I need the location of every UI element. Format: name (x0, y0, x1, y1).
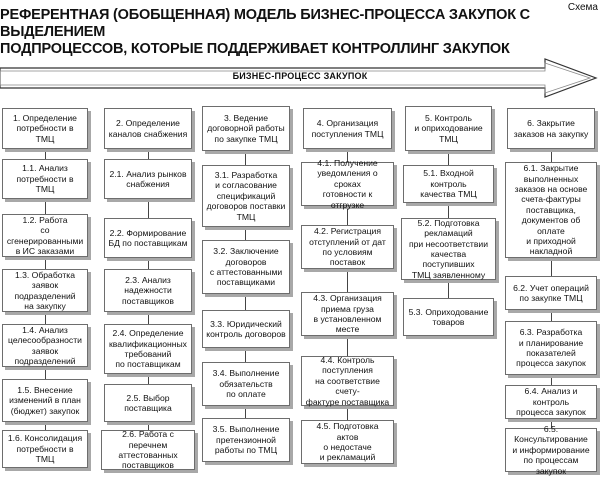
step-box-6-5: 6.5. Консультирование и информирование по процессам закупок (505, 428, 597, 472)
step-box-6-1: 6.1. Закрытие выполненных заказов на основе счета-фактуры поставщика, документов об оплате и приходной накладной (505, 162, 597, 258)
step-box-6-4: 6.4. Анализ и контроль процесса закупок (505, 385, 597, 419)
step-box-1-2: 1.2. Работа со сгенерированными в ИС заказами (2, 214, 88, 257)
step-box-2-3: 2.3. Анализ надежности поставщиков (104, 269, 192, 312)
header-box-2: 2. Определение каналов снабжения (104, 108, 192, 149)
scheme-label: Схема (567, 2, 598, 13)
step-box-3-1: 3.1. Разработка и согласование спецификаций договоров поставки ТМЦ (202, 165, 290, 227)
step-box-4-5: 4.5. Подготовка актов о недостаче и рекламаций (301, 420, 394, 464)
step-box-5-2: 5.2. Подготовка рекламаций при несоответствии качества поступивших ТМЦ заявленному (401, 218, 496, 280)
step-box-2-2: 2.2. Формирование БД по поставщикам (104, 218, 192, 258)
step-box-3-5: 3.5. Выполнение претензионной работы по ТМЦ (202, 418, 290, 462)
header-box-3: 3. Ведение договорной работы по закупке ТМЦ (202, 106, 290, 151)
step-box-2-1: 2.1. Анализ рынков снабжения (104, 159, 192, 199)
step-box-5-3: 5.3. Оприходование товаров (403, 298, 494, 336)
step-box-2-6: 2.6. Работа с перечнем аттестованных поставщиков (101, 430, 195, 470)
header-box-5: 5. Контроль и оприходование ТМЦ (405, 106, 492, 151)
diagram-title: РЕФЕРЕНТНАЯ (ОБОБЩЕННАЯ) МОДЕЛЬ БИЗНЕС-ПРОЦЕССА ЗАКУПОК С ВЫДЕЛЕНИЕМ ПОДПРОЦЕССОВ, КОТОРЫЕ ПОДДЕРЖИВАЕТ КОНТРОЛЛИНГ ЗАКУПОК (0, 7, 530, 57)
step-box-2-4: 2.4. Определение квалификационных требований по поставщикам (104, 324, 192, 374)
step-box-4-2: 4.2. Регистрация отступлений от дат по условиям поставок (301, 225, 394, 269)
step-box-5-1: 5.1. Входной контроль качества ТМЦ (403, 165, 494, 203)
step-box-4-1: 4.1. Получение уведомления о сроках готовности к отгрузке (301, 162, 394, 206)
step-box-2-5: 2.5. Выбор поставщика (104, 384, 192, 422)
step-box-4-3: 4.3. Организация приема груза в установленном месте (301, 292, 394, 336)
step-box-1-6: 1.6. Консолидация потребности в ТМЦ (2, 430, 88, 468)
step-box-1-5: 1.5. Внесение изменений в план (бюджет) закупок (2, 379, 88, 422)
step-box-1-4: 1.4. Анализ целесообразности заявок подразделений (2, 324, 88, 367)
header-box-1: 1. Определение потребности в ТМЦ (2, 108, 88, 149)
header-box-4: 4. Организация поступления ТМЦ (303, 108, 392, 149)
step-box-6-2: 6.2. Учет операций по закупке ТМЦ (505, 276, 597, 310)
step-box-4-4: 4.4. Контроль поступления на соответствие счету- фактуре поставщика (301, 356, 394, 406)
step-box-6-3: 6.3. Разработка и планирование показателей процесса закупок (505, 321, 597, 375)
step-box-3-2: 3.2. Заключение договоров с аттестованными поставщиками (202, 240, 290, 294)
arrow-label: БИЗНЕС-ПРОЦЕСС ЗАКУПОК (232, 71, 368, 81)
step-box-1-3: 1.3. Обработка заявок подразделений на закупку (2, 269, 88, 312)
step-box-3-3: 3.3. Юридический контроль договоров (202, 310, 290, 348)
step-box-1-1: 1.1. Анализ потребности в ТМЦ (2, 159, 88, 199)
header-box-6: 6. Закрытие заказов на закупку (507, 108, 595, 149)
step-box-3-4: 3.4. Выполнение обязательств по оплате (202, 362, 290, 406)
